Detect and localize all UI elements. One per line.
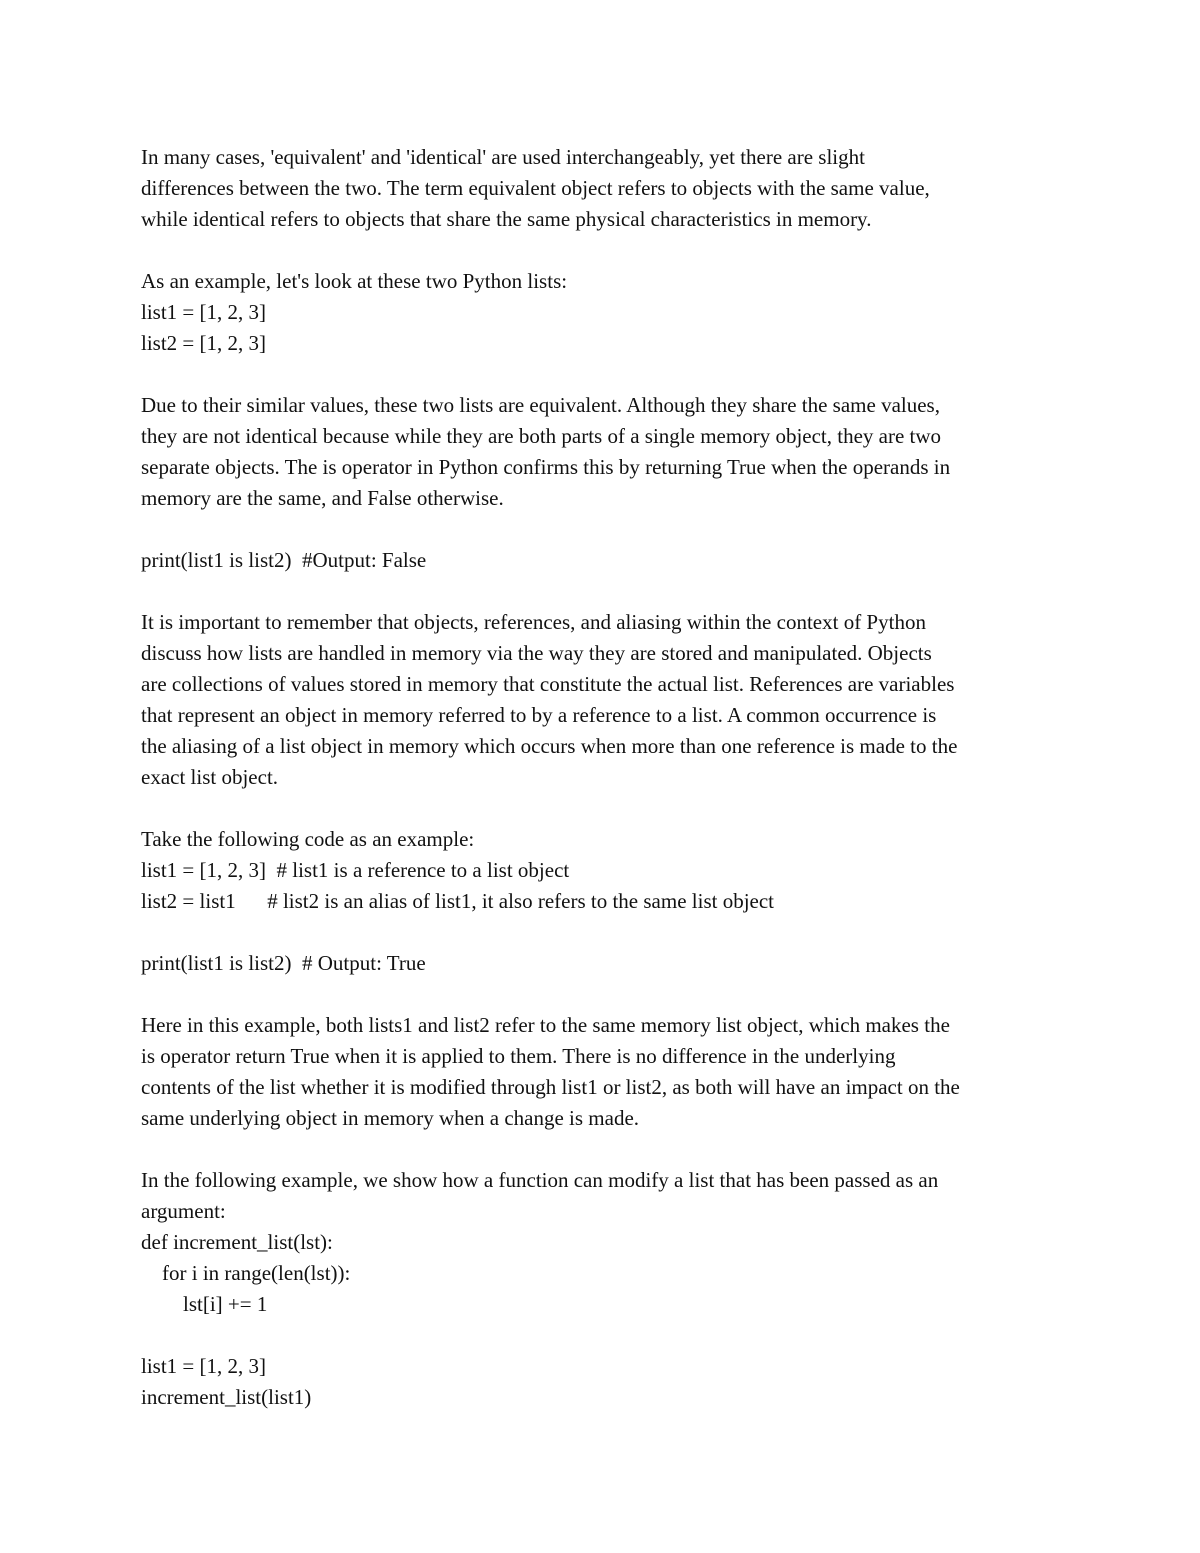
paragraph-spacer	[141, 576, 1071, 607]
text-line: the aliasing of a list object in memory which occurs when more than one reference is made to the	[141, 734, 958, 758]
text-line: Due to their similar values, these two lists are equivalent. Although they share the same values,	[141, 393, 940, 417]
code-line: list1 = [1, 2, 3]	[141, 1354, 267, 1378]
paragraph-is-operator	[141, 390, 1071, 514]
paragraph-spacer	[141, 235, 1071, 266]
code-line: list2 = [1, 2, 3]	[141, 331, 267, 355]
text-line: separate objects. The is operator in Python confirms this by returning True when the operands in	[141, 455, 951, 479]
code-line: increment_list(list1)	[141, 1385, 312, 1409]
text-line: It is important to remember that objects, references, and aliasing within the context of Python	[141, 610, 926, 634]
paragraph-same-object-explanation	[141, 1010, 1071, 1134]
code-print-false	[141, 545, 1071, 576]
paragraph-spacer	[141, 793, 1071, 824]
text-line: differences between the two. The term equivalent object refers to objects with the same value,	[141, 176, 930, 200]
code-line: list2 = list1 # list2 is an alias of list1, it also refers to the same list object	[141, 889, 775, 913]
code-line: list1 = [1, 2, 3]	[141, 300, 267, 324]
text-line: Take the following code as an example:	[141, 827, 475, 851]
paragraph-spacer	[141, 1320, 1071, 1351]
paragraph-spacer	[141, 514, 1071, 545]
code-line: print(list1 is list2) #Output: False	[141, 548, 427, 572]
code-line: print(list1 is list2) # Output: True	[141, 951, 426, 975]
paragraph-spacer	[141, 917, 1071, 948]
paragraph-spacer	[141, 979, 1071, 1010]
text-line: argument:	[141, 1199, 226, 1223]
text-line: contents of the list whether it is modified through list1 or list2, as both will have an impact on the	[141, 1075, 960, 1099]
code-function-call	[141, 1351, 1071, 1413]
text-line: is operator return True when it is applied to them. There is no difference in the underlying	[141, 1044, 896, 1068]
code-line: def increment_list(lst):	[141, 1230, 333, 1254]
paragraph-example-lists	[141, 266, 1071, 359]
code-line: lst[i] += 1	[141, 1292, 268, 1316]
code-line: list1 = [1, 2, 3] # list1 is a reference to a list object	[141, 858, 570, 882]
text-line: exact list object.	[141, 765, 279, 789]
text-line: same underlying object in memory when a change is made.	[141, 1106, 640, 1130]
paragraph-function-example	[141, 1165, 1071, 1320]
text-line: memory are the same, and False otherwise.	[141, 486, 504, 510]
text-line: Here in this example, both lists1 and list2 refer to the same memory list object, which makes the	[141, 1013, 950, 1037]
code-print-true	[141, 948, 1071, 979]
code-line: for i in range(len(lst)):	[141, 1261, 351, 1285]
paragraph-spacer	[141, 1134, 1071, 1165]
text-line: In the following example, we show how a function can modify a list that has been passed as an	[141, 1168, 939, 1192]
paragraph-alias-example	[141, 824, 1071, 917]
text-line: As an example, let's look at these two Python lists:	[141, 269, 568, 293]
text-line: while identical refers to objects that share the same physical characteristics in memory.	[141, 207, 872, 231]
paragraph-spacer	[141, 359, 1071, 390]
text-line: are collections of values stored in memory that constitute the actual list. References are variables	[141, 672, 955, 696]
paragraph-equivalent-vs-identical	[141, 142, 1071, 235]
text-line: that represent an object in memory referred to by a reference to a list. A common occurrence is	[141, 703, 937, 727]
text-line: In many cases, 'equivalent' and 'identical' are used interchangeably, yet there are slight	[141, 145, 865, 169]
document-body	[141, 142, 1071, 1413]
text-line: discuss how lists are handled in memory via the way they are stored and manipulated. Objects	[141, 641, 932, 665]
paragraph-objects-references-aliasing	[141, 607, 1071, 793]
text-line: they are not identical because while they are both parts of a single memory object, they are two	[141, 424, 942, 448]
